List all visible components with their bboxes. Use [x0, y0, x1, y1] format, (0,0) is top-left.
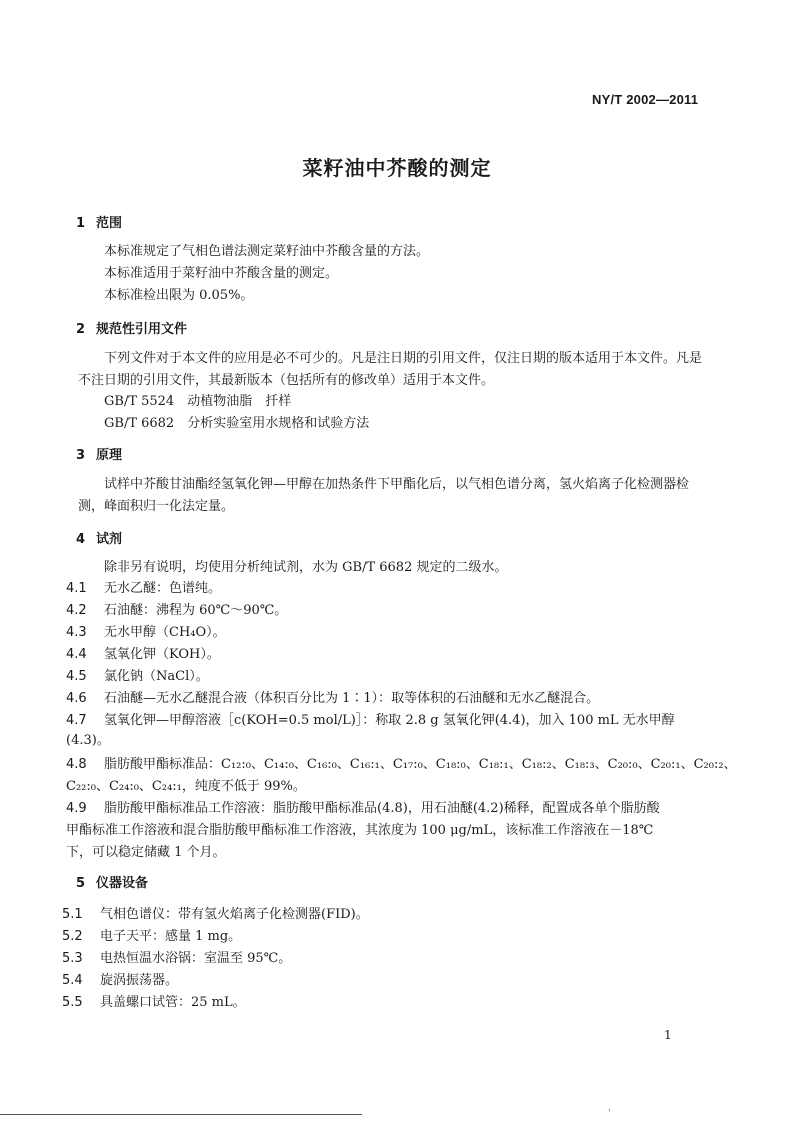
item-text: 具盖螺口试管：25 mL。 [100, 995, 246, 1010]
item-number: 4.5 [66, 669, 87, 684]
reference-item: GB/T 6682 分析实验室用水规格和试验方法 [104, 416, 370, 431]
section-number: 2 [76, 322, 86, 337]
section-title: 原理 [96, 448, 123, 463]
standard-number: NY/T 2002—2011 [592, 92, 699, 107]
item-number: 4.7 [66, 713, 87, 728]
item-text: 电热恒温水浴锅：室温至 95℃。 [100, 951, 292, 966]
scope-line-2: 本标准适用于菜籽油中芥酸含量的测定。 [104, 266, 339, 281]
item-number: 5.1 [62, 907, 83, 922]
item-text: 无水甲醇（CH₄O）。 [104, 625, 226, 640]
section-2-heading [76, 318, 187, 337]
item-text: 氢氧化钾（KOH）。 [104, 647, 220, 662]
section-title: 仪器设备 [96, 876, 149, 891]
item-text: 电子天平：感量 1 mg。 [100, 929, 242, 944]
item-number: 4.9 [66, 801, 87, 816]
section-number: 3 [76, 448, 86, 463]
item-number: 5.2 [62, 929, 83, 944]
item-text: 氯化钠（NaCl）。 [104, 669, 209, 684]
section-5-heading [76, 872, 148, 891]
item-number: 4.6 [66, 691, 87, 706]
item-number: 5.5 [62, 995, 83, 1010]
section-title: 试剂 [96, 532, 123, 547]
section-title: 范围 [96, 216, 123, 231]
section-number: 1 [76, 216, 86, 231]
item-number: 5.3 [62, 951, 83, 966]
section-number: 4 [76, 532, 86, 547]
item-text: 脂肪酸甲酯标准品工作溶液：脂肪酸甲酯标准品(4.8)，用石油醚(4.2)稀释，配置成各单个脂肪酸 [104, 801, 660, 816]
item-text: 氢氧化钾—甲醇溶液［c(KOH=0.5 mol/L)］：称取 2.8 g 氢氧化钾(4.4)，加入 100 mL 无水甲醇 [104, 713, 675, 728]
references-paragraph: 下列文件对于本文件的应用是必不可少的。凡是注日期的引用文件，仅注日期的版本适用于本文件。凡是不注日期的引用文件，其最新版本（包括所有的修改单）适用于本文件。 [78, 351, 703, 388]
item-number: 4.4 [66, 647, 87, 662]
item-number: 5.4 [62, 973, 83, 988]
section-4-heading [76, 528, 122, 547]
scan-mark: ' [608, 1108, 611, 1119]
item-text: 石油醚：沸程为 60℃～90℃。 [104, 603, 288, 618]
item-text: 旋涡振荡器。 [100, 973, 179, 988]
scope-line-3: 本标准检出限为 0.05%。 [104, 288, 254, 303]
section-1-heading [76, 212, 122, 231]
item-text-continuation: 下，可以稳定储藏 1 个月。 [66, 845, 226, 860]
item-text: 脂肪酸甲酯标准品：C₁₂:₀、C₁₄:₀、C₁₆:₀、C₁₆:₁、C₁₇:₀、C₁₈:₀、C₁₈:₁、C₁₈:₂、C₁₈:₃、C₂₀:₀、C₂₀:₁、C₂₀:₂、 [104, 757, 737, 772]
principle-paragraph: 试样中芥酸甘油酯经氢氧化钾—甲醇在加热条件下甲酯化后，以气相色谱分离，氢火焰离子化检测器检测，峰面积归一化法定量。 [78, 477, 690, 514]
document-title: 菜籽油中芥酸的测定 [302, 156, 492, 180]
section-3-heading [76, 444, 122, 463]
item-text: 无水乙醚：色谱纯。 [104, 581, 222, 596]
item-text-continuation: C₂₂:₀、C₂₄:₀、C₂₄:₁，纯度不低于 99%。 [66, 779, 306, 794]
item-number: 4.8 [66, 757, 87, 772]
footer-divider [0, 1114, 362, 1115]
reference-item: GB/T 5524 动植物油脂 扦样 [104, 394, 292, 409]
item-number: 4.2 [66, 603, 87, 618]
item-number: 4.3 [66, 625, 87, 640]
scope-line-1: 本标准规定了气相色谱法测定菜籽油中芥酸含量的方法。 [104, 244, 430, 259]
item-text-continuation: (4.3)。 [66, 733, 110, 748]
item-number: 4.1 [66, 581, 87, 596]
section-title: 规范性引用文件 [96, 322, 188, 337]
reagents-intro: 除非另有说明，均使用分析纯试剂，水为 GB/T 6682 规定的二级水。 [104, 560, 508, 575]
item-text: 气相色谱仪：带有氢火焰离子化检测器(FID)。 [100, 907, 369, 922]
item-text-continuation: 甲酯标准工作溶液和混合脂肪酸甲酯标准工作溶液，其浓度为 100 μg/mL，该标准工作溶液在－18℃ [66, 823, 654, 838]
page-number: 1 [664, 1028, 672, 1042]
item-text: 石油醚—无水乙醚混合液（体积百分比为 1∶1）：取等体积的石油醚和无水乙醚混合。 [104, 691, 600, 706]
section-number: 5 [76, 876, 86, 891]
